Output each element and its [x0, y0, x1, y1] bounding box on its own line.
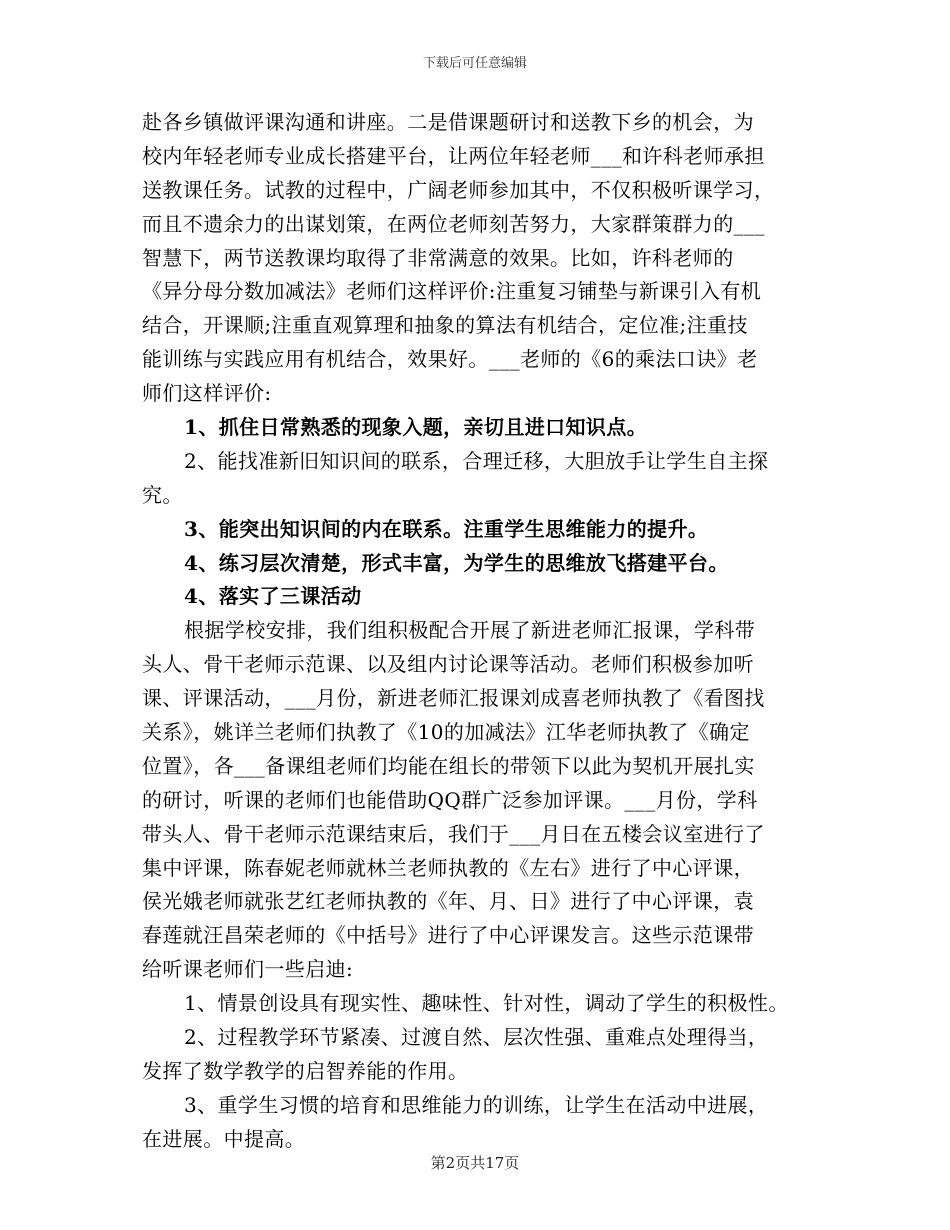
text-line: 3、能突出知识间的内在联系。注重学生思维能力的提升。: [184, 516, 709, 541]
text-line: 1、情景创设具有现实性、趣味性、针对性，调动了学生的积极性。: [184, 991, 789, 1016]
text-line: 2、能找准新旧知识间的联系，合理迁移，大胆放手让学生自主探: [184, 448, 769, 473]
text-line: 4、练习层次清楚，形式丰富，为学生的思维放飞搭建平台。: [184, 550, 729, 575]
text-line: 师们这样评价:: [142, 381, 272, 406]
text-line: 究。: [142, 482, 183, 507]
text-line: 结合，开课顺;注重直观算理和抽象的算法有机结合，定位准;注重技: [142, 313, 748, 338]
text-line: 校内年轻老师专业成长搭建平台，让两位年轻老师___和许科老师承担: [142, 143, 765, 168]
text-line: 赴各乡镇做评课沟通和讲座。二是借课题研讨和送教下乡的机会，为: [142, 110, 754, 134]
text-line: 带头人、骨干老师示范课结束后，我们于___月日在五楼会议室进行了: [142, 821, 765, 846]
text-line: 发挥了数学教学的启智养能的作用。: [142, 1058, 469, 1083]
text-line: 的研讨，听课的老师们也能借助QQ群广泛参加评课。___月份，学科: [142, 787, 758, 812]
document-body: [142, 106, 842, 1157]
text-line: 4、落实了三课活动: [184, 584, 362, 609]
page-footer: 第2页共17页: [430, 1154, 520, 1172]
text-line: 能训练与实践应用有机结合，效果好。___老师的《6的乘法口诀》老: [142, 347, 758, 372]
text-line: 1、抓住日常熟悉的现象入题，亲切且进口知识点。: [184, 415, 648, 440]
text-line: 春莲就汪昌荣老师的《中括号》进行了中心评课发言。这些示范课带: [142, 923, 754, 948]
text-line: 课、评课活动，___月份，新进老师汇报课刘成喜老师执教了《看图找: [142, 686, 765, 711]
text-line: 在进展。中提高。: [142, 1126, 306, 1151]
text-line: 《异分母分数加减法》老师们这样评价:注重复习铺垫与新课引入有机: [142, 279, 762, 304]
text-line: 集中评课，陈春妮老师就林兰老师执教的《左右》进行了中心评课，: [142, 855, 754, 880]
text-line: 给听课老师们一些启迪:: [142, 957, 354, 982]
text-line: 智慧下，两节送教课均取得了非常满意的效果。比如，许科老师的: [142, 245, 734, 270]
text-line: 头人、骨干老师示范课、以及组内讨论课等活动。老师们积极参加听: [142, 652, 754, 677]
text-line: 侯光娥老师就张艺红老师执教的《年、月、日》进行了中心评课，袁: [142, 889, 754, 914]
text-line: 而且不遗余力的出谋划策，在两位老师刻苦努力，大家群策群力的___: [142, 211, 765, 236]
text-line: 根据学校安排，我们组积极配合开展了新进老师汇报课，学科带: [184, 618, 756, 643]
text-line: 2、过程教学环节紧凑、过渡自然、层次性强、重难点处理得当，: [184, 1025, 769, 1050]
text-line: 送教课任务。试教的过程中，广阔老师参加其中，不仅积极听课学习，: [142, 177, 775, 202]
text-line: 3、重学生习惯的培育和思维能力的训练，让学生在活动中进展，: [184, 1092, 769, 1117]
text-line: 关系》，姚详兰老师们执教了《10的加减法》江华老师执教了《确定: [142, 720, 750, 745]
text-line: 位置》，各___备课组老师们均能在组长的带领下以此为契机开展扎实: [142, 753, 755, 778]
page-header: 下载后可任意编辑: [422, 56, 527, 71]
